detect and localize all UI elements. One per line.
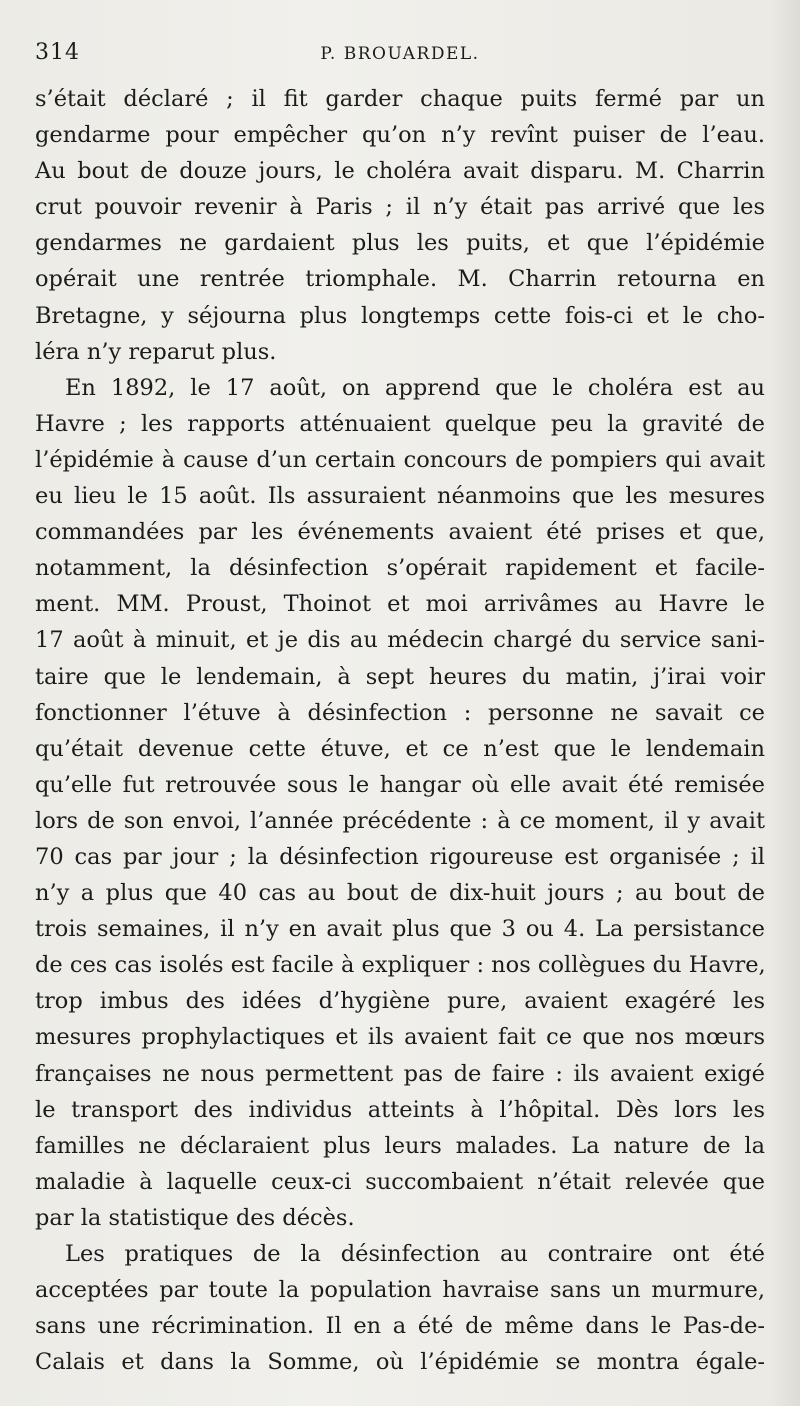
text-line: Havre ; les rapports atténuaient quelque peu la gravité de	[35, 410, 765, 437]
text-line: eu lieu le 15 août. Ils assuraient néanmoins que les mesures	[35, 483, 765, 510]
text-line: fonctionner l’étuve à désinfection : personne ne savait ce	[35, 699, 765, 726]
text-line: de ces cas isolés est facile à expliquer : nos collègues du Havre,	[35, 952, 766, 979]
text-line: Bretagne, y séjourna plus longtemps cette fois-ci et le cho-	[35, 302, 765, 329]
running-head: P. BROUARDEL.	[320, 44, 480, 64]
text-line: crut pouvoir revenir à Paris ; il n’y était pas arrivé que les	[35, 194, 765, 221]
body-text	[35, 81, 765, 1380]
text-line: gendarmes ne gardaient plus les puits, et que l’épidémie	[35, 230, 765, 257]
text-line: 17 août à minuit, et je dis au médecin chargé du service sani-	[35, 627, 765, 654]
text-line: sans une récrimination. Il en a été de même dans le Pas-de-	[35, 1313, 765, 1340]
text-line: Calais et dans la Somme, où l’épidémie se montra égale-	[35, 1349, 765, 1376]
text-line: le transport des individus atteints à l’hôpital. Dès lors les	[35, 1096, 765, 1123]
page-header	[35, 40, 765, 76]
text-line: lors de son envoi, l’année précédente : à ce moment, il y avait	[35, 807, 765, 834]
text-line: taire que le lendemain, à sept heures du matin, j’irai voir	[35, 663, 765, 690]
text-line: maladie à laquelle ceux-ci succombaient n’était relevée que	[35, 1168, 765, 1195]
text-line: acceptées par toute la population havraise sans un murmure,	[35, 1277, 765, 1304]
text-line: gendarme pour empêcher qu’on n’y revînt puiser de l’eau.	[35, 122, 765, 149]
text-line: En 1892, le 17 août, on apprend que le choléra est au	[65, 374, 765, 401]
text-line: notamment, la désinfection s’opérait rapidement et facile-	[35, 555, 765, 582]
text-line: trop imbus des idées d’hygiène pure, avaient exagéré les	[35, 988, 765, 1015]
page-edge-shadow	[770, 0, 800, 1406]
text-line: françaises ne nous permettent pas de faire : ils avaient exigé	[35, 1060, 765, 1087]
text-line: s’était déclaré ; il fit garder chaque puits fermé par un	[35, 86, 765, 112]
text-line: trois semaines, il n’y en avait plus que 3 ou 4. La persistance	[35, 916, 765, 943]
text-line: par la statistique des décès.	[35, 1204, 355, 1231]
text-line: 70 cas par jour ; la désinfection rigoureuse est organisée ; il	[35, 843, 765, 870]
text-line: mesures prophylactiques et ils avaient fait ce que nos mœurs	[35, 1024, 765, 1051]
text-line: qu’elle fut retrouvée sous le hangar où elle avait été remisée	[35, 771, 765, 798]
text-line: n’y a plus que 40 cas au bout de dix-huit jours ; au bout de	[35, 880, 765, 907]
page-number: 314	[35, 40, 80, 65]
text-line: ment. MM. Proust, Thoinot et moi arrivâmes au Havre le	[35, 591, 765, 618]
text-line: qu’était devenue cette étuve, et ce n’est que le lendemain	[35, 735, 765, 762]
text-line: léra n’y reparut plus.	[35, 338, 277, 365]
text-line: Les pratiques de la désinfection au contraire ont été	[65, 1241, 765, 1267]
text-line: familles ne déclaraient plus leurs malades. La nature de la	[35, 1132, 765, 1159]
text-line: l’épidémie à cause d’un certain concours de pompiers qui avait	[35, 446, 765, 473]
text-line: commandées par les événements avaient été prises et que,	[35, 519, 765, 546]
text-line: opérait une rentrée triomphale. M. Charrin retourna en	[35, 266, 765, 293]
text-line: Au bout de douze jours, le choléra avait disparu. M. Charrin	[35, 158, 765, 185]
